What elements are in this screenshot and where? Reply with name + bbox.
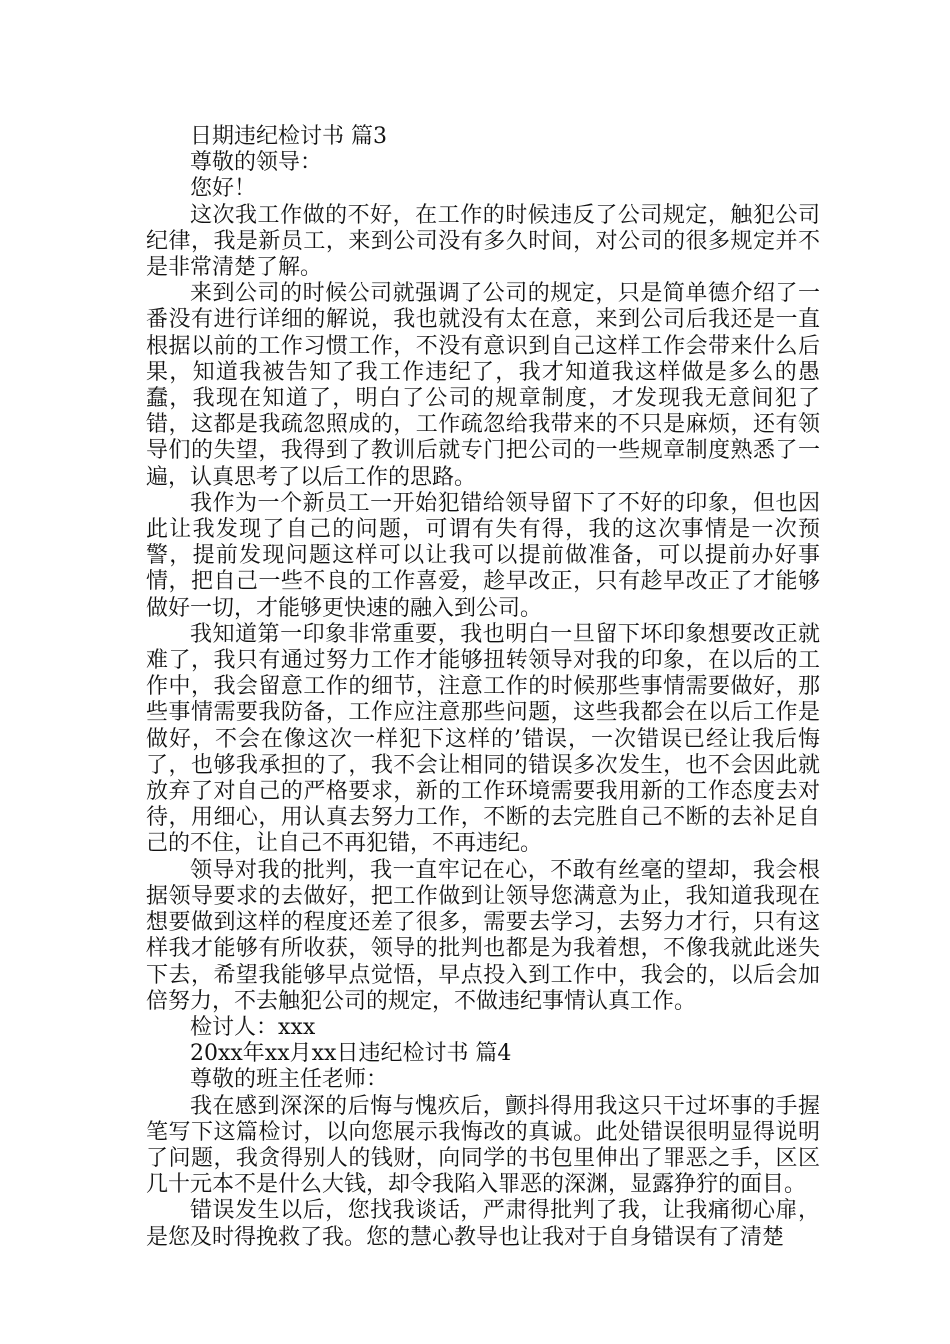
greeting: 您好！	[190, 176, 257, 202]
section-title: 日期违纪检讨书 篇3	[190, 124, 387, 149]
salutation: 尊敬的领导：	[190, 150, 323, 176]
paragraph: 我知道第一印象非常重要，我也明白一旦留下坏印象想要改正就难了，我只有通过努力工作才能够扭转领导对我的印象，在以后的工作中，我会留意工作的细节，注意工作的时候那些事情需要做好，那些事情需要我防备，工作应注意那些问题，这些我都会在以后工作是做好，不会在像这次一样犯下这样的’错误，一次错误已经让我后悔了，也够我承担的了，我不会让相同的错误多次发生，也不会因此就放弃了对自己的严格要求，新的工作环境需要我用新的工作态度去对待，用细心，用认真去努力工作，不断的去完胜自己不断的去补足自己的不住，让自己不再犯错，不再违纪。	[146, 621, 820, 857]
document-page	[146, 124, 820, 1251]
salutation: 尊敬的班主任老师：	[190, 1067, 389, 1093]
paragraph: 我作为一个新员工一开始犯错给领导留下了不好的印象，但也因此让我发现了自己的问题，可谓有失有得，我的这次事情是一次预警，提前发现问题这样可以让我可以提前做准备，可以提前办好事情，把自己一些不良的工作喜爱，趁早改正，只有趁早改正了才能够做好一切，才能够更快速的融入到公司。	[146, 490, 820, 621]
signature-line: 检讨人：xxx	[190, 1014, 316, 1040]
paragraph: 来到公司的时候公司就强调了公司的规定，只是简单德介绍了一番没有进行详细的解说，我也就没有太在意，来到公司后我还是一直根据以前的工作习惯工作，不没有意识到自己这样工作会带来什么后果，知道我被告知了我工作违纪了，我才知道我这样做是多么的愚蠢，我现在知道了，明白了公司的规章制度，才发现我无意间犯了错，这都是我疏忽照成的，工作疏忽给我带来的不只是麻烦，还有领导们的失望，我得到了教训后就专门把公司的一些规章制度熟悉了一遍，认真思考了以后工作的思路。	[146, 281, 820, 490]
paragraph: 领导对我的批判，我一直牢记在心，不敢有丝毫的望却，我会根据领导要求的去做好，把工作做到让领导您满意为止，我知道我现在想要做到这样的程度还差了很多，需要去学习，去努力才行，只有这样我才能够有所收获，领导的批判也都是为我着想，不像我就此迷失下去，希望我能够早点觉悟，早点投入到工作中，我会的，以后会加倍努力，不去触犯公司的规定，不做违纪事情认真工作。	[146, 857, 820, 1014]
section-title: 20xx年xx月xx日违纪检讨书 篇4	[190, 1041, 512, 1067]
paragraph: 我在感到深深的后悔与愧疚后，颤抖得用我这只干过坏事的手握笔写下这篇检讨，以向您展示我悔改的真诚。此处错误很明显得说明了问题，我贪得别人的钱财，向同学的书包里伸出了罪恶之手，区区几十元本不是什么大钱，却令我陷入罪恶的深渊，显露狰狞的面目。	[146, 1093, 820, 1198]
paragraph: 这次我工作做的不好，在工作的时候违反了公司规定，触犯公司纪律，我是新员工，来到公司没有多久时间，对公司的很多规定并不是非常清楚了解。	[146, 202, 820, 281]
paragraph: 错误发生以后，您找我谈话，严肃得批判了我，让我痛彻心扉，是您及时得挽救了我。您的慧心教导也让我对于自身错误有了清楚	[146, 1198, 820, 1250]
